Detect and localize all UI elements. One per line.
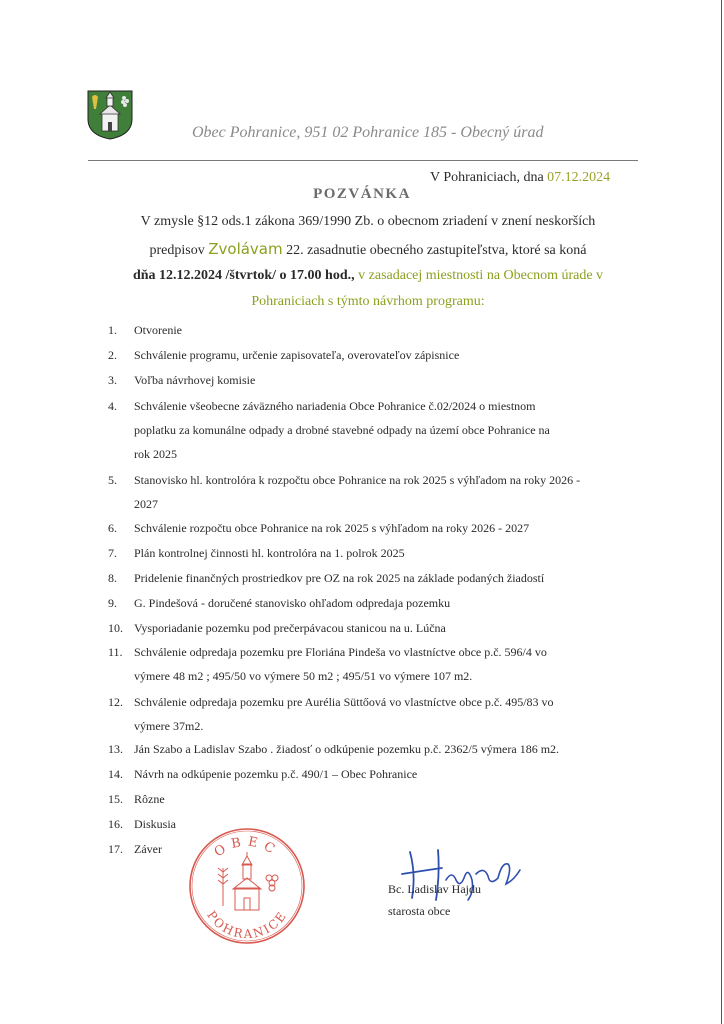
agenda-item-number: 17. [108,842,123,856]
stamp-top-text: OBEC [211,834,283,861]
agenda-item-number: 13. [108,742,123,756]
place-label: V Pohraniciach, dna [430,170,544,185]
agenda-item [108,762,638,786]
agenda-item-number: 6. [108,521,117,535]
intro-line-2 [88,240,648,259]
signatory-role: starosta obce [388,904,451,918]
issue-date: 07.12.2024 [547,170,611,185]
agenda-item-text: Schválenie programu, určenie zapisovateľa, overovateľov zápisnice [134,348,460,362]
agenda-item [108,566,638,590]
agenda-item-number: 4. [108,399,117,413]
agenda-item-text: Diskusia [134,817,176,831]
agenda-item-number: 3. [108,373,117,387]
agenda-item-text: výmere 48 m2 ; 495/50 vo výmere 50 m2 ; 495/51 vo výmere 107 m2. [134,669,473,683]
agenda-item-text: Schválenie odpredaja pozemku pre Aurélia Süttőová vo vlastníctve obce p.č. 495/83 vo [134,695,554,709]
agenda-item-text: Plán kontrolnej činnosti hl. kontrolóra na 1. polrok 2025 [134,546,405,560]
intro-line-4: Pohraniciach s týmto návrhom programu: [251,294,485,309]
stamp-church-icon [233,852,261,910]
agenda-item-number: 9. [108,596,117,610]
agenda-item [108,787,638,811]
agenda-item [108,616,638,640]
agenda-item-text: Schválenie všeobecne záväzného nariadenia Obce Pohranice č.02/2024 o miestnom [134,399,536,413]
agenda-item-number: 10. [108,621,123,635]
agenda-item [108,468,638,516]
agenda-item-number: 11. [108,645,123,659]
agenda-item-number: 2. [108,348,117,362]
agenda-item-number: 14. [108,767,123,781]
agenda-item-text: G. Pindešová - doručené stanovisko ohľadom odpredaja pozemku [134,596,451,610]
agenda-item [108,690,638,738]
agenda-item [108,591,638,615]
agenda-item [108,541,638,565]
agenda-item-text: 2027 [134,497,158,511]
agenda-item-text: Rôzne [134,792,165,806]
agenda-item [108,318,638,342]
agenda-item-number: 1. [108,323,117,337]
agenda-item [108,640,638,688]
agenda-item-text: Schválenie rozpočtu obce Pohranice na rok 2025 s výhľadom na roky 2026 - 2027 [134,521,530,535]
agenda-item-text: Pridelenie finančných prostriedkov pre OZ na rok 2025 na základe podaných žiadostí [134,571,545,585]
agenda-item [108,368,638,392]
coat-of-arms-icon [86,89,134,141]
stamp-bottom-text: POHRANICE [204,908,290,942]
agenda-item [108,516,638,540]
agenda-item-number: 16. [108,817,123,831]
agenda-item-text: Stanovisko hl. kontrolóra k rozpočtu obce Pohranice na rok 2025 s výhľadom na roky 2026 - [134,473,581,487]
place-and-date [430,170,610,186]
intro-text: predpisov [149,243,209,258]
intro-line-3 [88,268,648,284]
meeting-datetime: dňa 12.12.2024 /štvrtok/ o 17.00 hod., [132,268,355,283]
municipal-stamp [187,826,307,946]
document-title: POZVÁNKA [313,186,411,202]
agenda-item [108,737,638,761]
agenda-item-number: 15. [108,792,123,806]
intro-line-1: V zmysle §12 ods.1 zákona 369/1990 Zb. o obecnom zriadení v znení neskorších [140,214,596,229]
agenda-item-text: poplatku za komunálne odpady a drobné stavebné odpady na území obce Pohranice na [134,423,550,437]
agenda-item-text: Otvorenie [134,323,182,337]
stamp-grapes-icon [266,875,278,891]
stamp-wheat-icon [218,868,228,906]
agenda-item-text: výmere 37m2. [134,719,204,733]
agenda-item-text: Voľba návrhovej komisie [134,373,256,387]
agenda-item-number: 7. [108,546,117,560]
agenda-item-number: 12. [108,695,123,709]
agenda-item [108,343,638,367]
meeting-location: v zasadacej miestnosti na Obecnom úrade v [354,268,604,283]
municipality-header: Obec Pohranice, 951 02 Pohranice 185 - Obecný úrad [192,124,544,141]
agenda-item-text: Schválenie odpredaja pozemku pre Floriána Pindeša vo vlastníctve obce p.č. 596/4 vo [134,645,547,659]
header-divider [88,160,638,161]
page-edge-line [721,0,722,1024]
agenda-item [108,394,638,466]
agenda-item-text: Ján Szabo a Ladislav Szabo . žiadosť o odkúpenie pozemku p.č. 2362/5 výmera 186 m2. [134,742,560,756]
intro-text: 22. zasadnutie obecného zastupiteľstva, ktoré sa koná [282,243,587,258]
agenda-item-text: rok 2025 [134,447,177,461]
signatory-name: Bc. Ladislav Hajdu [388,882,481,896]
agenda-item-text: Vysporiadanie pozemku pod prečerpávacou stanicou na u. Lúčna [134,621,446,635]
agenda-item-number: 8. [108,571,117,585]
agenda-item-text: Záver [134,842,162,856]
agenda-item-number: 5. [108,473,117,487]
intro-highlight: Zvolávam [208,240,283,258]
agenda-item-text: Návrh na odkúpenie pozemku p.č. 490/1 – Obec Pohranice [134,767,418,781]
